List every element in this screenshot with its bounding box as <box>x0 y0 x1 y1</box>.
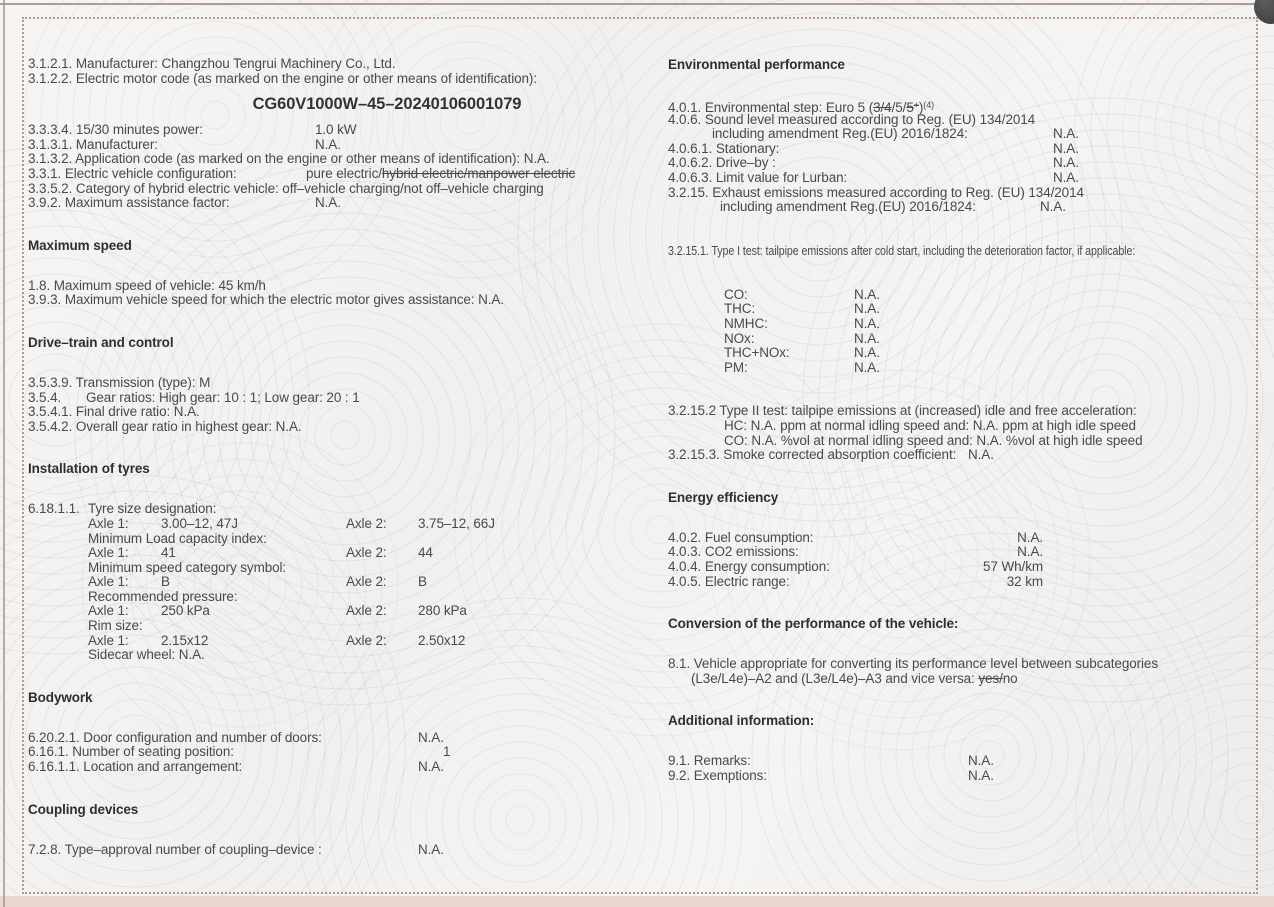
text-run: 2.15x12 <box>161 632 209 648</box>
spacer-line <box>668 259 1274 274</box>
text-segment <box>28 842 322 857</box>
text-run: N.A. <box>854 330 880 346</box>
text-segment <box>668 170 847 185</box>
tabbed-value <box>88 634 129 649</box>
text-run: 3.1.2.2. Electric motor code (as marked on the engine or other means of identification): <box>28 70 537 86</box>
text-run: 57 Wh/km <box>983 559 1043 575</box>
tabbed-value <box>968 448 994 463</box>
electric-motor-code <box>28 94 642 114</box>
document-section <box>668 713 1274 783</box>
tabbed-value <box>88 604 129 619</box>
text-run: N.A. <box>1017 544 1043 560</box>
text-run: 4.0.2. Fuel consumption: <box>668 529 814 545</box>
text-run: no <box>1002 670 1018 686</box>
text-run: N.A. <box>968 447 994 463</box>
text-run: CO: <box>724 286 748 302</box>
doc-line <box>28 604 642 619</box>
text-segment <box>668 544 799 559</box>
tabbed-value <box>315 138 341 153</box>
text-run: 3.3.3.4. 15/30 minutes power: <box>28 122 203 138</box>
text-segment <box>668 753 751 768</box>
section-heading: Environmental performance <box>668 57 845 72</box>
document-section <box>28 461 642 663</box>
right-column <box>668 57 1274 784</box>
text-run: including amendment Reg.(EU) 2016/1824: <box>720 199 976 215</box>
text-run: /5/ <box>891 100 907 115</box>
doc-line <box>28 57 642 72</box>
tabbed-value <box>346 634 387 649</box>
tabbed-value <box>88 590 237 605</box>
text-segment <box>28 404 200 419</box>
doc-line <box>668 317 1274 332</box>
text-run: Rim size: <box>88 618 143 634</box>
text-run: 3.3.1. Electric vehicle configuration: <box>28 165 237 181</box>
tabbed-value <box>854 361 880 376</box>
text-segment <box>28 56 395 71</box>
section-heading: Additional information: <box>668 713 815 729</box>
doc-line <box>28 648 642 663</box>
text-run: 6.16.1. Number of seating position: <box>28 744 234 760</box>
text-run: 4.0.6.2. Drive–by : <box>668 155 776 171</box>
text-run: N.A. <box>854 359 880 375</box>
text-segment <box>28 278 266 293</box>
text-run: 3.2.15.1. Type I test: tailpipe emissions after cold start, including the deterioration factor, if applicable: <box>668 242 1136 258</box>
tabbed-value <box>346 604 387 619</box>
text-run: 4.0.1. Environmental step: Euro 5 ( <box>668 100 874 115</box>
text-run: Axle 2: <box>346 603 387 619</box>
text-segment <box>28 137 158 152</box>
doc-line <box>28 760 642 775</box>
tabbed-value <box>724 332 754 347</box>
doc-line <box>28 546 642 561</box>
text-segment <box>28 292 504 307</box>
text-run: 3.9.3. Maximum vehicle speed for which the electric motor gives assistance: N.A. <box>28 292 504 308</box>
tabbed-value <box>724 361 748 376</box>
tabbed-value <box>1053 156 1079 171</box>
text-run: Axle 1: <box>88 603 129 619</box>
text-run: 4.0.6. Sound level measured according to Reg. (EU) 134/2014 <box>668 111 1036 127</box>
doc-line <box>668 361 1274 376</box>
section-heading: Coupling devices <box>28 801 139 817</box>
text-run: including amendment Reg.(EU) 2016/1824: <box>712 126 968 142</box>
section-heading: Maximum speed <box>28 237 132 253</box>
spacer-line <box>668 375 1274 390</box>
text-run: NOx: <box>724 330 755 346</box>
doc-line <box>668 531 1274 546</box>
text-run: 3.1.3.1. Manufacturer: <box>28 136 158 152</box>
doc-line <box>28 376 642 391</box>
tabbed-value <box>86 391 360 406</box>
document-section <box>28 57 642 211</box>
text-segment <box>28 419 302 434</box>
tabbed-value <box>1053 127 1079 142</box>
text-run: 3.3.5.2. Category of hybrid electric vehicle: off–vehicle charging/not off–vehicle charging <box>28 180 544 196</box>
doc-line <box>668 434 1274 449</box>
text-run: 4.0.4. Energy consumption: <box>668 559 830 575</box>
document-section <box>28 238 642 308</box>
text-segment <box>668 155 776 170</box>
text-run: 6.18.1.1. <box>28 501 80 517</box>
text-run: Axle 1: <box>88 574 129 590</box>
text-run: NMHC: <box>724 315 768 331</box>
doc-line <box>668 302 1274 317</box>
text-segment <box>668 530 813 545</box>
tabbed-value <box>418 731 444 746</box>
doc-line <box>668 186 1274 201</box>
text-run: N.A. <box>418 729 444 745</box>
tabbed-value <box>983 560 1043 575</box>
text-run: N.A. <box>854 286 880 302</box>
doc-line <box>28 517 642 532</box>
text-run: N.A. <box>1053 126 1079 142</box>
text-run: 1.8. Maximum speed of vehicle: 45 km/h <box>28 277 266 293</box>
text-run: 3.2.15. Exhaust emissions measured according to Reg. (EU) 134/2014 <box>668 184 1084 200</box>
doc-line <box>668 769 1274 784</box>
tabbed-value <box>854 302 880 317</box>
tabbed-value <box>854 346 880 361</box>
text-run: 6.20.2.1. Door configuration and number of doors: <box>28 729 322 745</box>
text-run: N.A. <box>418 759 444 775</box>
text-segment <box>668 559 830 574</box>
tabbed-value <box>88 561 286 576</box>
doc-line <box>28 123 642 138</box>
tabbed-value <box>161 546 176 561</box>
doc-line <box>668 142 1274 157</box>
tabbed-value <box>968 754 994 769</box>
text-run: 3.5.4.2. Overall gear ratio in highest gear: N.A. <box>28 418 302 434</box>
doc-line <box>28 619 642 634</box>
text-run: N.A. <box>1053 155 1079 171</box>
doc-line <box>28 293 642 308</box>
document-section <box>668 616 1274 686</box>
doc-line <box>668 156 1274 171</box>
tabbed-value <box>854 317 880 332</box>
doc-line <box>28 843 642 858</box>
tabbed-value <box>161 604 210 619</box>
text-segment <box>28 390 61 405</box>
doc-line <box>668 244 1171 259</box>
text-run: 9.1. Remarks: <box>668 753 751 769</box>
doc-line <box>28 167 642 182</box>
spacer-line <box>668 273 1274 288</box>
text-run: (L3e/L4e)–A2 and (L3e/L4e)–A3 and vice versa: <box>691 670 979 686</box>
text-segment <box>668 403 1137 418</box>
text-segment <box>28 166 237 181</box>
text-segment <box>668 574 790 589</box>
spacer-line <box>668 215 1274 230</box>
doc-line <box>28 391 642 406</box>
doc-line <box>28 182 642 197</box>
text-run: 4.0.6.3. Limit value for Lurban: <box>668 169 848 185</box>
tabbed-value <box>161 575 170 590</box>
doc-line <box>28 279 642 294</box>
text-run: Axle 2: <box>346 574 387 590</box>
tabbed-value <box>161 634 208 649</box>
text-run: Axle 2: <box>346 545 387 561</box>
text-run: Sidecar wheel: N.A. <box>88 647 205 663</box>
text-run: Axle 1: <box>88 515 129 531</box>
strikethrough-text: 3/4 <box>873 100 892 115</box>
document-section <box>668 57 1274 463</box>
document-section <box>28 802 642 858</box>
text-run: 41 <box>161 545 176 561</box>
section-heading: Drive–train and control <box>28 334 174 350</box>
doc-line <box>668 754 1274 769</box>
text-run: ) <box>918 100 924 115</box>
tabbed-value <box>1007 575 1043 590</box>
text-run: 44 <box>418 545 433 561</box>
tabbed-value <box>418 575 427 590</box>
doc-line <box>668 346 1274 361</box>
text-run: N.A. <box>1053 140 1079 156</box>
text-run: 4.0.3. CO2 emissions: <box>668 544 799 560</box>
tabbed-value <box>88 575 129 590</box>
text-run: Axle 2: <box>346 632 387 648</box>
strikethrough-text: hybrid electric/manpower electric <box>381 165 576 181</box>
tabbed-value <box>691 672 1018 687</box>
tabbed-value <box>724 346 790 361</box>
tabbed-value <box>724 288 748 303</box>
tabbed-value <box>88 502 216 517</box>
doc-line <box>668 448 1274 463</box>
text-run: Axle 2: <box>346 515 387 531</box>
doc-line <box>28 731 642 746</box>
text-run: N.A. <box>1040 199 1066 215</box>
tabbed-value <box>161 517 238 532</box>
text-run: N.A. <box>1017 529 1043 545</box>
doc-line <box>668 672 1274 687</box>
text-run: Tyre size designation: <box>88 501 217 517</box>
doc-line <box>28 138 642 153</box>
doc-line <box>668 560 1274 575</box>
doc-line <box>28 532 642 547</box>
text-run: PM: <box>724 359 748 375</box>
doc-line <box>28 561 642 576</box>
doc-line <box>28 152 642 167</box>
strikethrough-text: + <box>913 100 919 110</box>
tabbed-value <box>418 760 444 775</box>
doc-line <box>668 657 1274 672</box>
section-heading: Conversion of the performance of the vehicle: <box>668 616 959 632</box>
text-segment <box>668 141 779 156</box>
tabbed-value <box>315 196 341 211</box>
text-run: 7.2.8. Type–approval number of coupling–device : <box>28 841 322 857</box>
text-segment <box>28 151 550 166</box>
text-segment <box>668 656 1158 671</box>
text-run: 250 kPa <box>161 603 210 619</box>
tabbed-value <box>1040 200 1066 215</box>
spacer-line <box>668 229 1274 244</box>
text-run: N.A. <box>968 753 994 769</box>
document-section <box>28 690 642 775</box>
text-run: 3.1.3.2. Application code (as marked on the engine or other means of identification): N.A. <box>28 151 550 167</box>
text-run: CO: N.A. %vol at normal idling speed and: N.A. %vol at high idle speed <box>724 432 1143 448</box>
text-run: 1 <box>443 744 451 760</box>
doc-line <box>668 127 1274 142</box>
strikethrough-text: yes/ <box>978 670 1003 686</box>
tabbed-value <box>88 619 143 634</box>
tabbed-value <box>1017 545 1043 560</box>
tabbed-value <box>724 317 768 332</box>
tabbed-value <box>720 200 976 215</box>
doc-line <box>28 745 642 760</box>
doc-line <box>668 545 1274 560</box>
page-top-border-line <box>0 3 1274 5</box>
text-run: THC: <box>724 301 756 317</box>
text-segment <box>28 195 230 210</box>
text-run: Recommended pressure: <box>88 588 238 604</box>
text-run: N.A. <box>1053 169 1079 185</box>
text-run: 4.0.6.1. Stationary: <box>668 140 780 156</box>
tabbed-value <box>315 123 356 138</box>
doc-line <box>668 419 1274 434</box>
text-segment <box>668 447 956 462</box>
section-heading: Installation of tyres <box>28 461 150 477</box>
bottom-margin-band <box>0 896 1274 907</box>
text-segment <box>668 768 767 783</box>
text-segment <box>668 243 1135 258</box>
text-run: N.A. <box>315 136 341 152</box>
tabbed-value <box>346 575 387 590</box>
doc-line <box>28 590 642 605</box>
text-segment <box>28 501 80 516</box>
text-segment <box>28 122 203 137</box>
tabbed-value <box>712 127 968 142</box>
text-run: 3.5.4.1. Final drive ratio: N.A. <box>28 404 200 420</box>
doc-line <box>668 288 1274 303</box>
text-run: 3.2.15.3. Smoke corrected absorption coefficient: <box>668 447 957 463</box>
tabbed-value <box>418 517 495 532</box>
text-run: N.A. <box>854 301 880 317</box>
section-heading: Bodywork <box>28 689 93 705</box>
text-run: N.A. <box>418 841 444 857</box>
text-run: 2.50x12 <box>418 632 466 648</box>
tabbed-value <box>1053 142 1079 157</box>
text-segment <box>253 95 522 113</box>
tabbed-value <box>418 634 465 649</box>
tabbed-value <box>724 302 755 317</box>
text-segment <box>28 71 537 86</box>
doc-line <box>28 405 642 420</box>
doc-line <box>668 575 1274 590</box>
superscript-text: (4) <box>923 100 934 110</box>
tabbed-value <box>724 434 1142 449</box>
text-run: 3.00–12, 47J <box>161 515 238 531</box>
text-run: 32 km <box>1006 573 1043 589</box>
doc-line <box>28 72 642 87</box>
tabbed-value <box>443 745 450 760</box>
text-segment <box>28 375 210 390</box>
tabbed-value <box>418 604 467 619</box>
text-run: 3.1.2.1. Manufacturer: Changzhou Tengrui Machinery Co., Ltd. <box>28 56 396 71</box>
doc-line <box>28 634 642 649</box>
text-run: HC: N.A. ppm at normal idling speed and: N.A. ppm at high idle speed <box>724 418 1136 434</box>
section-heading: Energy efficiency <box>668 489 779 505</box>
page-left-border-line <box>3 0 5 907</box>
doc-line <box>28 420 642 435</box>
tabbed-value <box>88 648 205 663</box>
text-segment <box>668 185 1084 200</box>
text-segment <box>28 744 234 759</box>
doc-line <box>668 332 1274 347</box>
text-segment <box>28 181 544 196</box>
text-run: pure electric/ <box>306 165 382 181</box>
tabbed-value <box>1017 531 1043 546</box>
text-run: 9.2. Exemptions: <box>668 768 767 783</box>
text-run: 6.16.1.1. Location and arrangement: <box>28 759 243 775</box>
text-run: N.A. <box>315 195 341 211</box>
text-run: N.A. <box>854 315 880 331</box>
text-run: Axle 1: <box>88 632 129 648</box>
spacer-line <box>668 390 1274 405</box>
document-section <box>668 490 1274 589</box>
text-segment <box>28 730 322 745</box>
document-section <box>28 335 642 434</box>
text-run: Axle 1: <box>88 545 129 561</box>
text-run: 8.1. Vehicle appropriate for converting its performance level between subcategories <box>668 656 1158 672</box>
text-run: N.A. <box>968 768 994 783</box>
doc-line <box>668 200 1274 215</box>
tabbed-value <box>88 546 129 561</box>
doc-line <box>28 502 642 517</box>
text-segment <box>28 759 242 774</box>
text-run: 3.75–12, 66J <box>418 515 495 531</box>
tabbed-value <box>854 288 880 303</box>
text-segment <box>668 112 1035 127</box>
tabbed-value <box>418 546 433 561</box>
tabbed-value <box>968 769 994 784</box>
doc-line <box>668 98 1274 113</box>
tabbed-value <box>88 517 129 532</box>
text-run: Minimum speed category symbol: <box>88 559 287 575</box>
doc-line <box>668 171 1274 186</box>
text-run: THC+NOx: <box>724 345 790 361</box>
tabbed-value <box>346 546 387 561</box>
text-run: 3.9.2. Maximum assistance factor: <box>28 195 230 211</box>
text-run: Gear ratios: High gear: 10 : 1; Low gear: 20 : 1 <box>86 389 360 405</box>
doc-line <box>28 196 642 211</box>
tabbed-value <box>724 419 1136 434</box>
text-run: 3.2.15.2 Type II test: tailpipe emissions at (increased) idle and free acceleration: <box>668 403 1137 419</box>
doc-line <box>668 113 1274 128</box>
doc-line <box>28 575 642 590</box>
tabbed-value <box>418 843 444 858</box>
tabbed-value <box>88 532 267 547</box>
doc-line <box>668 404 1274 419</box>
text-run: 1.0 kW <box>315 122 357 138</box>
text-run: Minimum Load capacity index: <box>88 530 267 546</box>
tabbed-value <box>346 517 387 532</box>
text-run: B <box>161 574 170 590</box>
text-run: 4.0.5. Electric range: <box>668 573 790 589</box>
left-column <box>28 57 642 857</box>
text-run: 3.5.4. <box>28 389 62 405</box>
strikethrough-text: 5 <box>906 100 914 115</box>
tabbed-value <box>306 167 575 182</box>
text-run: CG60V1000W–45–20240106001079 <box>252 95 522 114</box>
text-run: 3.5.3.9. Transmission (type): M <box>28 374 211 390</box>
tabbed-value <box>854 332 880 347</box>
text-run: 280 kPa <box>418 603 467 619</box>
text-run: B <box>418 574 427 590</box>
tabbed-value <box>1053 171 1079 186</box>
text-run: N.A. <box>854 345 880 361</box>
